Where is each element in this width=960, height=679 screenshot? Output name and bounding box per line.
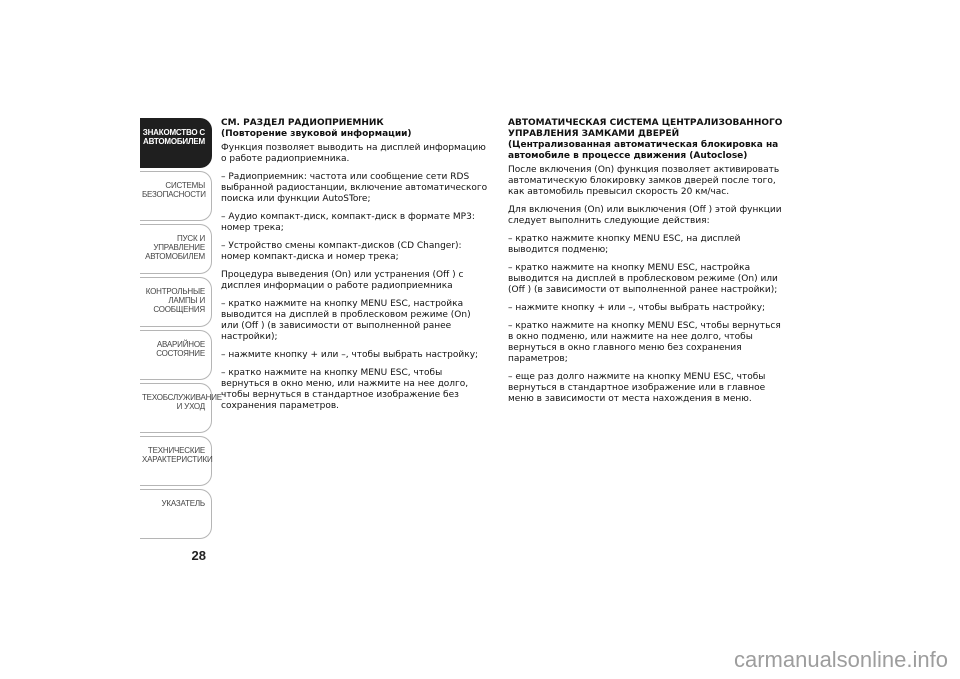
right-paragraph: – кратко нажмите на кнопку MENU ESC, чтобы вернуться в окно подменю, или нажмите на нее долго, чтобы вернуться в окно главного меню без сохранения параметров; xyxy=(508,321,781,364)
right-paragraph: – еще раз долго нажмите на кнопку MENU ESC, чтобы вернуться в стандартное изображение или в главное меню в зависимости от места нахождения в меню. xyxy=(508,372,766,404)
left-subheading: (Повторение звуковой информации) xyxy=(221,129,412,139)
tab-maintenance[interactable]: ТЕХОБСЛУЖИВАНИЕ И УХОД xyxy=(140,383,212,433)
left-paragraph: – Устройство смены компакт-дисков (CD Changer): номер компакт-диска и номер трека; xyxy=(221,241,462,262)
tab-technical-specs[interactable]: ТЕХНИЧЕСКИЕ ХАРАКТЕРИСТИКИ xyxy=(140,436,212,486)
left-paragraph: Процедура выведения (On) или устранения (Off ) с дисплея информации о работе радиоприемника xyxy=(221,270,464,291)
tab-index[interactable]: УКАЗАТЕЛЬ xyxy=(140,489,212,539)
tab-emergency[interactable]: АВАРИЙНОЕ СОСТОЯНИЕ xyxy=(140,330,212,380)
right-paragraph: – кратко нажмите кнопку MENU ESC, на дисплей выводится подменю; xyxy=(508,234,741,255)
left-paragraph: – кратко нажмите на кнопку MENU ESC, настройка выводится на дисплей в проблесковом режиме (On) или (Off ) (в зависимости от выполненной ранее настройки); xyxy=(221,299,471,342)
watermark: carmanualsonline.info xyxy=(733,647,948,672)
tab-starting-driving[interactable]: ПУСК И УПРАВЛЕНИЕ АВТОМОБИЛЕМ xyxy=(140,224,212,274)
right-paragraph: Для включения (On) или выключения (Off ) этой функции следует выполнить следующие действия: xyxy=(508,205,782,226)
left-column xyxy=(221,118,489,419)
right-paragraph: – кратко нажмите на кнопку MENU ESC, настройка выводится на дисплей в проблесковом режиме (On) или (Off ) (в зависимости от выполненной ранее настройки); xyxy=(508,263,778,295)
tab-warning-lights[interactable]: КОНТРОЛЬНЫЕ ЛАМПЫ И СООБЩЕНИЯ xyxy=(140,277,212,327)
left-paragraph: – кратко нажмите на кнопку MENU ESC, чтобы вернуться в окно меню, или нажмите на нее долго, чтобы вернуться в стандартное изображение без сохранения параметров. xyxy=(221,368,469,411)
right-column xyxy=(508,118,788,412)
right-paragraph: После включения (On) функция позволяет активировать автоматическую блокировку замков дверей после того, как автомобиль превысил скорость 20 км/час. xyxy=(508,165,780,197)
left-paragraph: – Радиоприемник: частота или сообщение сети RDS выбранной радиостанции, включение автоматического поиска или функции AutoSTore; xyxy=(221,172,488,204)
left-paragraph: Функция позволяет выводить на дисплей информацию о работе радиоприемника. xyxy=(221,143,486,164)
tab-getting-to-know[interactable]: ЗНАКОМСТВО С АВТОМОБИЛЕМ xyxy=(140,118,212,168)
page-number: 28 xyxy=(191,548,206,563)
right-paragraph: – нажмите кнопку + или –, чтобы выбрать настройку; xyxy=(508,303,766,313)
right-heading: АВТОМАТИЧЕСКАЯ СИСТЕМА ЦЕНТРАЛИЗОВАННОГО УПРАВЛЕНИЯ ЗАМКАМИ ДВЕРЕЙ xyxy=(508,118,783,139)
left-paragraph: – Аудио компакт-диск, компакт-диск в формате MP3: номер трека; xyxy=(221,212,475,233)
chapter-tabs xyxy=(140,118,222,542)
right-subheading: (Централизованная автоматическая блокировка на автомобиле в процессе движения (Autoclose) xyxy=(508,140,779,161)
left-heading: СМ. РАЗДЕЛ РАДИОПРИЕМНИК xyxy=(221,118,384,128)
tab-safety-systems[interactable]: СИСТЕМЫ БЕЗОПАСНОСТИ xyxy=(140,171,212,221)
left-paragraph: – нажмите кнопку + или –, чтобы выбрать настройку; xyxy=(221,350,479,360)
